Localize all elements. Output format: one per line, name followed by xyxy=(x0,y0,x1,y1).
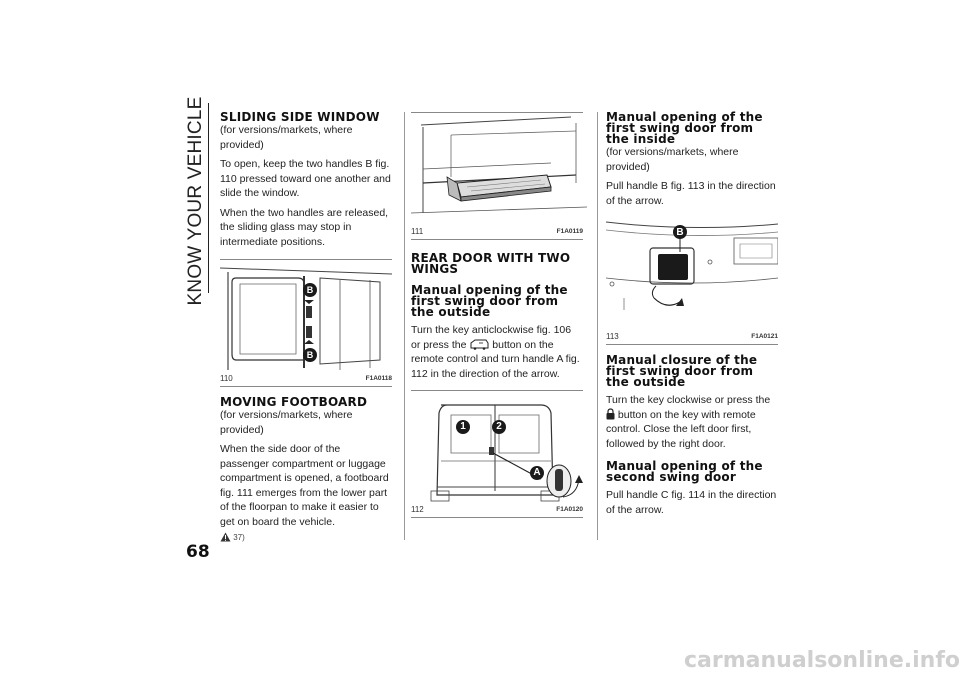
page-number: 68 xyxy=(186,542,210,562)
section-side-label-text: KNOW YOUR VEHICLE xyxy=(185,96,206,305)
figure-110-caption xyxy=(220,372,392,387)
second-door-paragraph: Pull handle C fig. 114 in the direction of the arrow. xyxy=(606,489,777,516)
figure-113-caption xyxy=(606,330,778,345)
heading-manual-opening-inside: Manual opening of the first swing door from the inside xyxy=(606,110,763,146)
figure-113-code: F1A0121 xyxy=(751,333,778,340)
figure-112-label-1: 1 xyxy=(460,421,466,432)
watermark: carmanualsonline.info xyxy=(684,648,960,673)
column-1 xyxy=(220,112,392,542)
turn-key-text-before: Turn the key anticlockwise fig. 106 or press the xyxy=(411,324,572,351)
closure-text-after: button on the key with remote control. Close the left door first, followed by the right door. xyxy=(606,408,756,450)
figure-112-label-2: 2 xyxy=(496,421,502,432)
figure-112-illustration xyxy=(411,391,587,503)
footboard-note: (for versions/markets, where provided) xyxy=(220,409,353,436)
warning-triangle-icon xyxy=(220,532,231,542)
side-rule xyxy=(208,103,209,293)
column-3 xyxy=(606,112,778,517)
footboard-paragraph: When the side door of the passenger compartment or luggage compartment is opened, a footboard fig. 111 emerges from the lower part of the floorpan to make it easier to get on board the vehicle. xyxy=(220,443,389,528)
figure-111 xyxy=(411,112,583,240)
figure-110-label-b-bottom: B xyxy=(306,350,314,360)
closure-paragraph xyxy=(606,393,778,451)
column-divider-1 xyxy=(404,112,405,540)
figure-113-number: 113 xyxy=(606,332,619,341)
heading-moving-footboard: MOVING FOOTBOARD xyxy=(220,395,368,409)
closure-text-before: Turn the key clockwise or press the xyxy=(606,394,771,406)
lock-icon xyxy=(606,408,615,420)
figure-113-illustration xyxy=(606,218,778,330)
heading-sliding-side-window: SLIDING SIDE WINDOW xyxy=(220,110,380,124)
column-2 xyxy=(411,112,583,518)
column-divider-2 xyxy=(597,112,598,540)
turn-key-paragraph xyxy=(411,323,583,381)
turn-key-text-after: button on the remote control and turn handle A fig. 112 in the direction of the arrow. xyxy=(411,338,580,380)
figure-110 xyxy=(220,259,392,387)
sliding-paragraph-1: To open, keep the two handles B fig. 110 pressed toward one another and slide the window. xyxy=(220,158,391,199)
figure-112 xyxy=(411,390,583,518)
figure-111-illustration xyxy=(411,113,587,225)
section-side-label xyxy=(176,96,216,305)
figure-111-code: F1A0119 xyxy=(556,228,583,235)
figure-110-number: 110 xyxy=(220,374,233,383)
figure-110-code: F1A0118 xyxy=(365,375,392,382)
inside-paragraph: Pull handle B fig. 113 in the direction of the arrow. xyxy=(606,180,776,207)
figure-112-caption xyxy=(411,503,583,518)
figure-111-caption xyxy=(411,225,583,240)
warning-reference xyxy=(220,532,392,542)
heading-manual-opening-outside: Manual opening of the first swing door from the outside xyxy=(411,283,568,319)
sliding-paragraph-2: When the two handles are released, the sliding glass may stop in intermediate positions. xyxy=(220,206,389,248)
unlock-van-icon xyxy=(469,339,489,350)
figure-111-number: 111 xyxy=(411,227,424,236)
figure-113-label-b: B xyxy=(676,227,684,238)
figure-112-number: 112 xyxy=(411,505,424,514)
heading-manual-closure: Manual closure of the first swing door from the outside xyxy=(606,353,758,389)
heading-second-swing-door: Manual opening of the second swing door xyxy=(606,459,763,484)
figure-113 xyxy=(606,218,778,345)
figure-110-label-b-top: B xyxy=(306,285,314,295)
sliding-note: (for versions/markets, where provided) xyxy=(220,124,353,151)
inside-note: (for versions/markets, where provided) xyxy=(606,146,739,173)
warning-reference-number: 37) xyxy=(233,533,245,542)
figure-112-label-a: A xyxy=(533,467,541,478)
heading-rear-door: REAR DOOR WITH TWO WINGS xyxy=(411,251,571,276)
figure-112-code: F1A0120 xyxy=(556,506,583,513)
